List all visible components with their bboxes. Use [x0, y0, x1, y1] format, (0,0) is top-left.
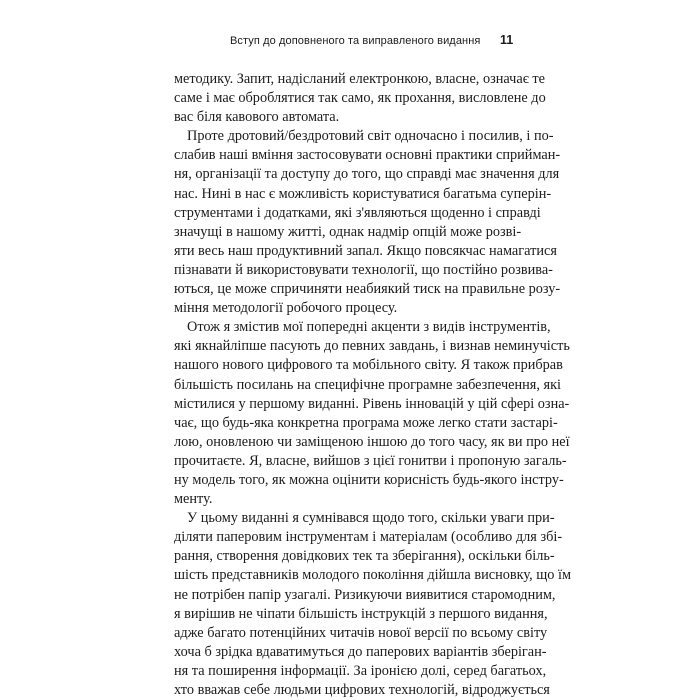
- text-line: лою, оновленою чи заміщеною іншою до того часу, як ви про неї: [174, 433, 570, 450]
- text-line: Отож я змістив мої попередні акценти з видів інструментів,: [187, 319, 551, 336]
- text-line: адже багато потенційних читачів нової версії по всьому світу: [174, 624, 548, 641]
- text-line: У цьому виданні я сумнівався щодо того, скільки уваги при-: [187, 510, 555, 527]
- paragraph: [174, 70, 546, 127]
- text-line: струментами і додатками, які з'являються щоденно і справді: [174, 204, 541, 221]
- text-line: прочитаєте. Я, власне, вийшов з цієї гонитви і пропоную загаль-: [174, 452, 567, 469]
- text-line: міння методології робочого процесу.: [174, 300, 398, 317]
- paragraph: [174, 509, 571, 700]
- text-line: ня та поширення інформації. За іронією долі, серед багатьох,: [174, 662, 547, 679]
- text-line: не потрібен папір узагалі. Ризикуючи виявитися старомодним,: [174, 586, 556, 603]
- text-line: саме і має оброблятися так само, як прохання, висловлене до: [174, 90, 546, 107]
- text-line: хоча б зрідка вдаватимуться до паперових варіантів зберіган-: [174, 643, 547, 660]
- text-line: чає, що будь-яка конкретна програма може легко стати застарі-: [174, 414, 558, 431]
- text-line: ну модель того, як можна оцінити корисність будь-якого інстру-: [174, 471, 564, 488]
- text-line: ються, це може спричиняти неабиякий тиск на правильне розу-: [174, 281, 561, 298]
- text-line: містилися у першому виданні. Рівень інновацій у цій сфері озна-: [174, 395, 570, 412]
- text-line: менту.: [174, 491, 213, 508]
- page-number: 11: [500, 33, 514, 47]
- text-line: я вирішив не чіпати більшість інструкцій з першого видання,: [174, 605, 548, 622]
- running-title: Вступ до доповненого та виправленого видання: [230, 35, 481, 47]
- text-line: шість представників молодого покоління дійшла висновку, що їм: [174, 567, 571, 584]
- text-line: вас біля кавового автомата.: [174, 109, 340, 126]
- text-line: значущі в нашому житті, однак надмір опцій може розві-: [174, 223, 522, 240]
- paragraph: [174, 318, 570, 509]
- text-line: яти весь наш продуктивний запал. Якщо повсякчас намагатися: [174, 242, 557, 259]
- paragraph: [174, 127, 561, 318]
- text-line: більшість посилань на специфічне програмне забезпечення, які: [174, 376, 562, 393]
- text-line: діляти паперовим інструментам і матеріалам (особливо для збі-: [174, 529, 563, 546]
- body-text: [174, 70, 571, 700]
- text-line: які якнайліпше пасують до певних завдань, і визнав неминучість: [174, 338, 570, 355]
- text-line: нашого нового цифрового та мобільного світу. Я також прибрав: [174, 357, 563, 374]
- text-line: слабив наші вміння застосовувати основні практики сприйман-: [174, 147, 561, 164]
- text-line: методику. Запит, надісланий електронкою, власне, означає те: [174, 71, 546, 87]
- text-line: хто вважав себе людьми цифрових технологій, відроджується: [174, 682, 550, 698]
- text-line: Проте дротовий/бездротовий світ одночасно і посилив, і по-: [187, 128, 554, 145]
- text-line: пізнавати й використовувати технології, що постійно розвива-: [174, 261, 553, 278]
- text-line: нас. Нині в нас є можливість користуватися багатьма суперін-: [174, 185, 552, 202]
- text-line: ня, організації та доступу до того, що справді має значення для: [174, 166, 560, 183]
- text-line: рання, створення довідкових тек та зберігання), оскільки біль-: [174, 548, 555, 565]
